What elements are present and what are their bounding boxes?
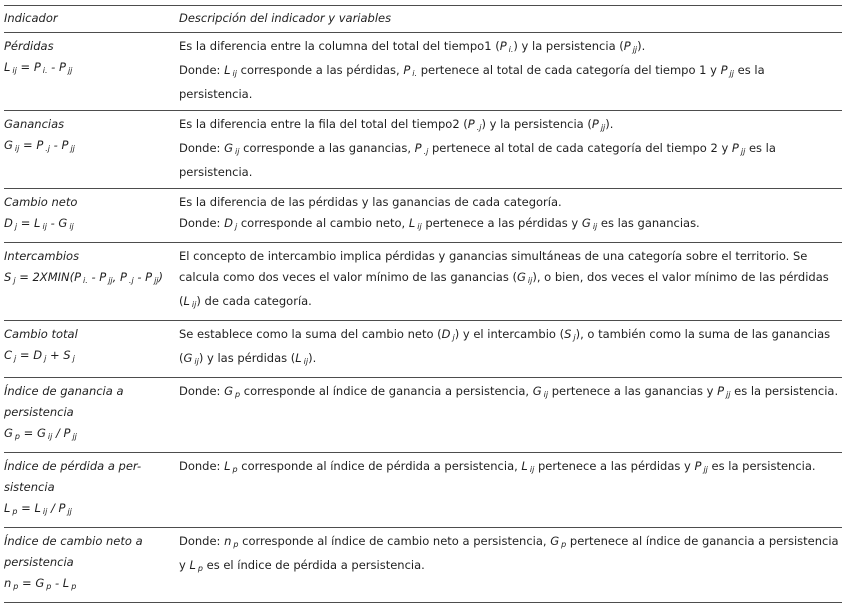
subscript: p: [46, 582, 52, 591]
variable: L: [62, 576, 70, 590]
subscript: ij: [592, 222, 598, 231]
text-line: [179, 456, 840, 480]
text-line: [4, 114, 171, 135]
text-segment: pertenece al índice de ganancia a persistencia y: [179, 534, 839, 572]
variable: G: [224, 141, 234, 155]
text-line: [179, 246, 840, 315]
text-line: [179, 213, 840, 237]
variable: P: [119, 270, 127, 284]
subscript: p: [235, 390, 241, 399]
subscript: .j: [128, 276, 134, 285]
subscript: p: [71, 582, 77, 591]
variable: ,: [112, 270, 120, 284]
text-segment: Es la diferencia de las pérdidas y las ganancias de cada categoría.: [179, 195, 562, 209]
text-line: [4, 402, 171, 423]
text-segment: es las ganancias.: [597, 216, 700, 230]
variable: S: [564, 327, 572, 341]
text-segment: ) y la persistencia (: [513, 39, 624, 53]
subscript: ij: [12, 66, 17, 75]
text-segment: ) de cada categoría.: [196, 294, 312, 308]
text-segment: corresponde al índice de pérdida a persistencia,: [237, 459, 522, 473]
text-segment: ) y el intercambio (: [454, 327, 565, 341]
variable: Índice de pérdida a per-: [4, 459, 142, 473]
variable: L: [224, 459, 231, 473]
indicator-cell: [4, 36, 179, 105]
text-segment: es la persistencia.: [179, 63, 765, 101]
table-row: [4, 453, 842, 528]
text-segment: pertenece a las ganancias y: [548, 384, 718, 398]
text-line: [4, 381, 171, 402]
subscript: ij: [42, 222, 47, 231]
subscript: ij: [235, 147, 240, 156]
text-line: [4, 135, 171, 159]
indicator-cell: [4, 192, 179, 237]
text-segment: es el índice de pérdida a persistencia.: [202, 558, 425, 572]
indicator-cell: [4, 381, 179, 447]
description-cell: [179, 246, 842, 315]
variable: -: [46, 216, 59, 230]
variable: P: [63, 426, 71, 440]
variable: D: [33, 348, 43, 362]
variable: P: [61, 138, 69, 152]
subscript: ij: [194, 357, 199, 366]
text-segment: Es la diferencia entre la columna del total del tiempo1 (: [179, 39, 500, 53]
variable: -: [133, 270, 146, 284]
subscript: jj: [154, 276, 159, 285]
subscript: ij: [529, 465, 535, 474]
text-line: [4, 531, 171, 552]
text-segment: Se establece como la suma del cambio neto (: [179, 327, 442, 341]
subscript: ij: [69, 222, 74, 231]
variable: D: [4, 216, 13, 230]
description-cell: [179, 381, 842, 447]
variable: ): [158, 270, 164, 284]
text-segment: Donde:: [179, 216, 225, 230]
subscript: ij: [543, 390, 549, 399]
text-line: [4, 345, 171, 369]
variable: P: [467, 117, 475, 131]
subscript: j: [234, 222, 238, 231]
variable: Intercambios: [4, 249, 80, 263]
text-line: [179, 114, 840, 138]
text-segment: Donde:: [179, 141, 225, 155]
subscript: ij: [42, 507, 48, 516]
subscript: p: [13, 582, 19, 591]
subscript: jj: [72, 432, 77, 441]
text-segment: Donde:: [179, 63, 225, 77]
subscript: jj: [632, 45, 638, 54]
subscript: p: [197, 564, 203, 573]
variable: Índice de cambio neto a: [4, 534, 143, 548]
column-header-indicator: Indicador: [4, 11, 58, 25]
text-line: [179, 192, 840, 213]
variable: =: [20, 426, 37, 440]
indicator-cell: [4, 114, 179, 183]
variable: L: [521, 459, 528, 473]
text-segment: ) y la persistencia (: [481, 117, 592, 131]
variable: P: [36, 138, 44, 152]
text-line: [4, 324, 171, 345]
variable: G: [35, 576, 45, 590]
text-segment: pertenece a las pérdidas y: [534, 459, 695, 473]
variable: /: [52, 426, 64, 440]
table-row: [4, 321, 842, 378]
variable: P: [145, 270, 153, 284]
subscript: j: [44, 354, 47, 363]
subscript: p: [12, 507, 18, 516]
text-segment: Donde:: [179, 459, 225, 473]
text-segment: ), o bien, dos veces el valor mínimo de las pérdidas (: [179, 270, 829, 308]
variable: P: [403, 63, 411, 77]
variable: L: [34, 216, 41, 230]
variable: G: [550, 534, 560, 548]
text-line: [4, 57, 171, 81]
variable: P: [731, 141, 739, 155]
subscript: .j: [423, 147, 429, 156]
text-segment: ).: [637, 39, 646, 53]
subscript: p: [233, 540, 239, 549]
text-segment: pertenece a las pérdidas y: [421, 216, 582, 230]
subscript: i.: [83, 276, 88, 285]
text-segment: corresponde al índice de ganancia a persistencia,: [240, 384, 533, 398]
description-cell: [179, 531, 842, 597]
subscript: j: [13, 276, 16, 285]
subscript: i.: [412, 69, 418, 78]
subscript: jj: [108, 276, 113, 285]
subscript: ij: [232, 69, 237, 78]
subscript: .j: [476, 123, 482, 132]
text-line: [179, 138, 840, 183]
table-header-row: [4, 6, 842, 33]
table-row: [4, 111, 842, 189]
variable: S: [63, 348, 71, 362]
variable: Cambio neto: [4, 195, 78, 209]
text-segment: pertenece al total de cada categoría del tiempo 2 y: [428, 141, 732, 155]
variable: L: [408, 216, 416, 230]
variable: C: [4, 348, 13, 362]
variable: Pérdidas: [4, 39, 54, 53]
subscript: .j: [45, 144, 51, 153]
subscript: j: [72, 354, 75, 363]
variable: P: [58, 501, 66, 515]
text-segment: es la persistencia.: [179, 141, 776, 179]
variable: -: [87, 270, 100, 284]
table-row: [4, 243, 842, 321]
subscript: jj: [67, 507, 72, 516]
subscript: jj: [67, 66, 73, 75]
variable: Ganancias: [4, 117, 65, 131]
variable: L: [224, 63, 231, 77]
text-line: [179, 381, 840, 405]
text-segment: Es la diferencia entre la fila del total del tiempo2 (: [179, 117, 468, 131]
subscript: jj: [600, 123, 606, 132]
text-segment: corresponde a las pérdidas,: [236, 63, 404, 77]
variable: -: [47, 60, 59, 74]
variable: P: [591, 117, 599, 131]
variable: G: [36, 426, 46, 440]
subscript: ij: [47, 432, 53, 441]
variable: -: [51, 576, 63, 590]
variable: =: [19, 138, 37, 152]
description-cell: [179, 36, 842, 105]
subscript: j: [14, 222, 18, 231]
variable: G: [4, 138, 13, 152]
subscript: ij: [527, 276, 533, 285]
text-line: [4, 36, 171, 57]
subscript: p: [561, 540, 567, 549]
variable: sistencia: [4, 480, 55, 494]
text-segment: Donde:: [179, 384, 225, 398]
table-row: [4, 378, 842, 453]
variable: = 2XMIN(: [15, 270, 75, 284]
variable: /: [47, 501, 59, 515]
text-line: [179, 60, 840, 105]
variable: D: [441, 327, 451, 341]
text-line: [4, 246, 171, 267]
text-line: [4, 477, 171, 498]
table-body: [4, 33, 842, 603]
subscript: j: [452, 333, 455, 342]
variable: -: [50, 138, 62, 152]
subscript: jj: [703, 465, 708, 474]
variable: G: [183, 351, 193, 365]
text-segment: corresponde a las ganancias,: [239, 141, 415, 155]
variable: G: [4, 426, 13, 440]
text-segment: es la persistencia.: [730, 384, 839, 398]
subscript: ij: [417, 222, 422, 231]
text-line: [4, 456, 171, 477]
variable: G: [532, 384, 542, 398]
variable: +: [46, 348, 64, 362]
variable: G: [58, 216, 68, 230]
variable: =: [17, 501, 35, 515]
text-segment: ) y las pérdidas (: [198, 351, 296, 365]
indicator-cell: [4, 531, 179, 597]
description-cell: [179, 324, 842, 372]
text-line: [4, 267, 171, 291]
text-segment: pertenece al total de cada categoría del tiempo 1 y: [417, 63, 721, 77]
variable: L: [4, 501, 11, 515]
variable: D: [224, 216, 233, 230]
variable: L: [34, 501, 41, 515]
indicator-cell: [4, 246, 179, 315]
text-segment: El concepto de intercambio implica pérdidas y ganancias simultáneas de una categoría sobre el territorio. Se calcula como dos veces el valor mínimo de las ganancias (: [179, 249, 808, 284]
text-segment: corresponde al índice de cambio neto a persistencia,: [238, 534, 551, 548]
text-line: [4, 192, 171, 213]
variable: Cambio total: [4, 327, 78, 341]
table-row: [4, 33, 842, 111]
variable: Índice de ganancia a: [4, 384, 124, 398]
description-cell: [179, 456, 842, 522]
table-row: [4, 528, 842, 603]
variable: n: [224, 534, 232, 548]
text-segment: corresponde al cambio neto,: [237, 216, 409, 230]
text-line: [4, 498, 171, 522]
column-header-description: Descripción del indicador y variables: [179, 11, 392, 25]
text-line: [4, 423, 171, 447]
text-line: [4, 213, 171, 237]
text-segment: Donde:: [179, 534, 225, 548]
variable: G: [581, 216, 591, 230]
subscript: j: [573, 333, 576, 342]
variable: persistencia: [4, 405, 74, 419]
variable: P: [623, 39, 631, 53]
variable: =: [18, 576, 36, 590]
subscript: jj: [740, 147, 746, 156]
text-line: [179, 531, 840, 579]
indicator-cell: [4, 456, 179, 522]
variable: =: [17, 216, 35, 230]
subscript: jj: [729, 69, 734, 78]
text-segment: ).: [605, 117, 614, 131]
text-line: [4, 573, 171, 597]
indicator-cell: [4, 324, 179, 372]
subscript: p: [232, 465, 238, 474]
text-segment: es la persistencia.: [707, 459, 816, 473]
subscript: ij: [191, 300, 197, 309]
variable: P: [74, 270, 82, 284]
variable: S: [4, 270, 12, 284]
text-line: [179, 36, 840, 60]
table-row: [4, 189, 842, 243]
text-line: [179, 324, 840, 372]
variable: L: [189, 558, 196, 572]
text-segment: ), o también como la suma de las ganancias (: [179, 327, 831, 365]
subscript: jj: [726, 390, 731, 399]
variable: P: [59, 60, 66, 74]
variable: G: [224, 384, 234, 398]
variable: P: [499, 39, 507, 53]
variable: L: [183, 294, 190, 308]
variable: P: [717, 384, 725, 398]
variable: P: [694, 459, 702, 473]
variable: P: [33, 60, 41, 74]
variable: G: [517, 270, 526, 284]
subscript: i.: [508, 45, 514, 54]
description-cell: [179, 192, 842, 237]
subscript: jj: [70, 144, 75, 153]
variable: P: [720, 63, 728, 77]
description-cell: [179, 114, 842, 183]
variable: P: [414, 141, 422, 155]
variable: P: [99, 270, 107, 284]
subscript: ij: [14, 144, 20, 153]
variable: =: [16, 348, 34, 362]
subscript: j: [14, 354, 17, 363]
variable: =: [16, 60, 34, 74]
variable: L: [295, 351, 302, 365]
subscript: p: [14, 432, 20, 441]
variable: persistencia: [4, 555, 74, 569]
variable: L: [4, 60, 11, 74]
variable: n: [4, 576, 12, 590]
subscript: i.: [42, 66, 48, 75]
indicator-table: [4, 5, 842, 603]
subscript: ij: [303, 357, 309, 366]
text-segment: ).: [308, 351, 317, 365]
